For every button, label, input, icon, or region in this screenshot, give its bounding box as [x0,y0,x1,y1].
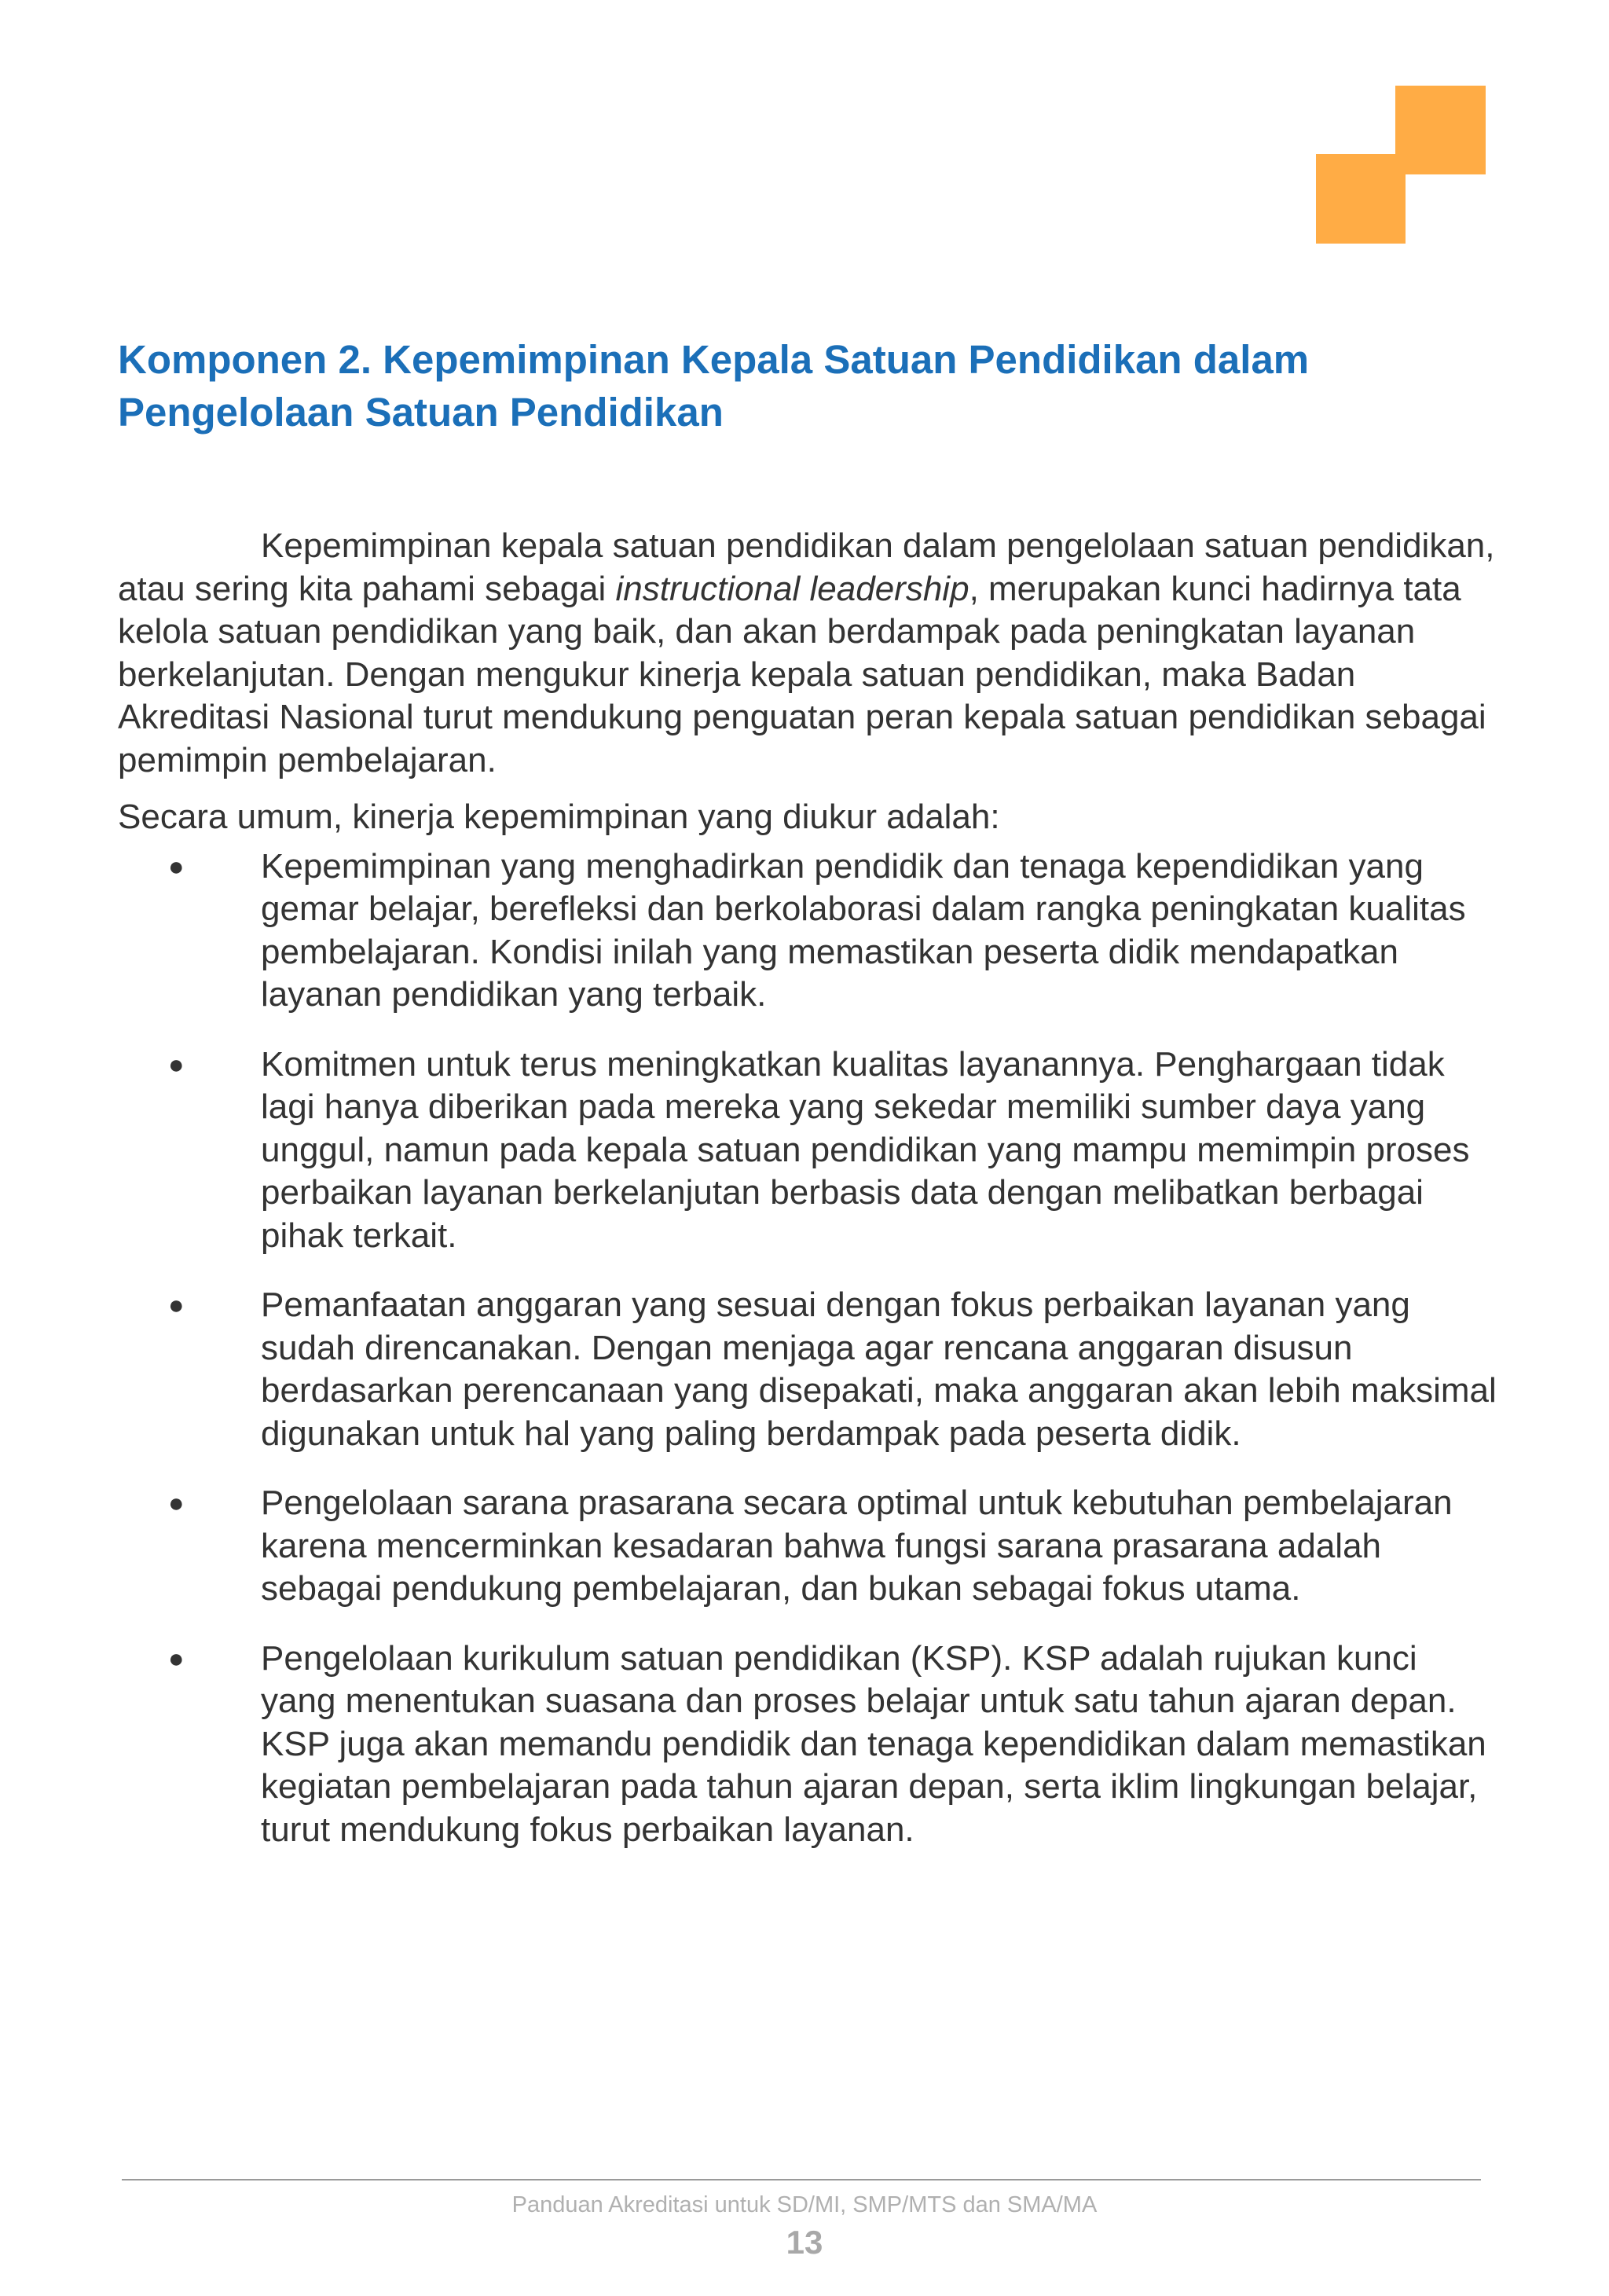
intro-text-continued: , merupakan kunci hadirnya tata kelola satuan pendidikan yang baik, dan akan berdampak pada peningkatan layanan berkelanjutan. Dengan mengukur kinerja kepala satuan pendidikan, maka Badan Akreditasi Nasional turut mendukung penguatan peran kepala satuan pendidikan sebagai pemimpin pembelajaran. [118,569,1486,779]
list-item-text: Komitmen untuk terus meningkatkan kualitas layanannya. Penghargaan tidak lagi hanya diberikan pada mereka yang sekedar memiliki sumber daya yang unggul, namun pada kepala satuan pendidikan yang mampu memimpin proses perbaikan layanan berkelanjutan berbasis data dengan melibatkan berbagai pihak terkait. [261,1044,1470,1255]
list-lead-text: Secara umum, kinerja kepemimpinan yang diukur adalah: [118,798,1000,836]
list-item-text: Pengelolaan kurikulum satuan pendidikan (KSP). KSP adalah rujukan kunci yang menentukan suasana dan proses belajar untuk satu tahun ajaran depan. KSP juga akan memandu pendidik dan tenaga kependidikan dalam memastikan kegiatan pembelajaran pada tahun ajaran depan, serta iklim lingkungan belajar, turut mendukung fokus perbaikan layanan. [261,1638,1486,1849]
decorative-square-orange [1395,86,1486,174]
list-item [118,1043,1501,1258]
decorative-square-orange [1316,154,1406,244]
list-item-text: Pemanfaatan anggaran yang sesuai dengan fokus perbaikan layanan yang sudah direncanakan. Dengan menjaga agar rencana anggaran disusun berdasarkan perencanaan yang disepakati, maka anggaran akan lebih maksimal digunakan untuk hal yang paling berdampak pada peserta didik. [261,1286,1497,1453]
list-item [118,1638,1501,1852]
bullet-icon: ● [168,1049,185,1080]
body-content [118,525,1501,1878]
list-item-text: Pengelolaan sarana prasarana secara optimal untuk kebutuhan pembelajaran karena mencerminkan kesadaran bahwa fungsi sarana prasarana adalah sebagai pendukung pembelajaran, dan bukan sebagai fokus utama. [261,1484,1453,1608]
page-number: 13 [786,2224,823,2261]
bullet-icon: ● [168,1488,185,1518]
bullet-icon: ● [168,1290,185,1320]
footer-divider [122,2179,1481,2180]
bullet-icon: ● [168,1643,185,1674]
list-item [118,1284,1501,1455]
list-item [118,1482,1501,1611]
criteria-list [118,845,1501,1852]
bullet-icon: ● [168,851,185,882]
footer-document-title: Panduan Akreditasi untuk SD/MI, SMP/MTS dan SMA/MA [511,2192,1098,2217]
section-heading: Komponen 2. Kepemimpinan Kepala Satuan Pendidikan dalam Pengelolaan Satuan Pendidikan [118,337,1310,435]
list-item-text: Kepemimpinan yang menghadirkan pendidik dan tenaga kependidikan yang gemar belajar, berefleksi dan berkolaborasi dalam rangka peningkatan kualitas pembelajaran. Kondisi inilah yang memastikan peserta didik mendapatkan layanan pendidikan yang terbaik. [261,846,1466,1014]
intro-paragraph [118,525,1501,782]
intro-text: Kepemimpinan kepala satuan pendidikan dalam pengelolaan satuan pendidikan, atau sering kita pahami sebagai [118,526,1495,608]
intro-italic-term: instructional leadership [615,569,969,608]
list-item [118,845,1501,1017]
